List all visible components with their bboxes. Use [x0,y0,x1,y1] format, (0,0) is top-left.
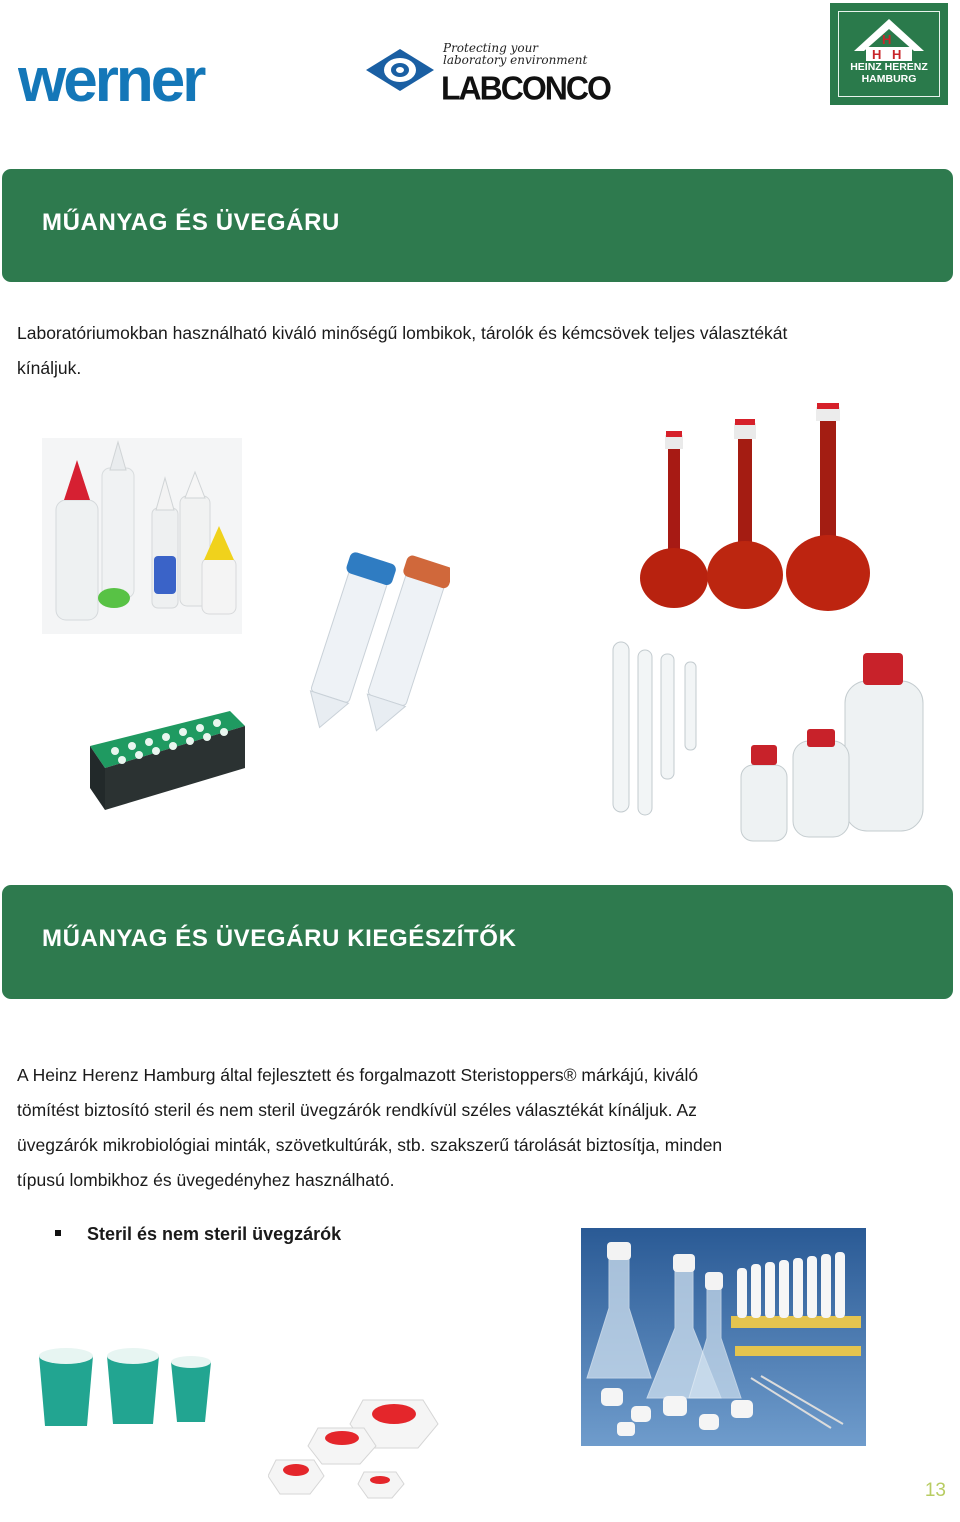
labconco-logo [365,40,610,107]
heinz-herenz-house-icon [852,17,926,61]
bullet-item [55,1224,341,1245]
green-stoppers-image [35,1342,215,1432]
section-banner-glassware [2,169,953,282]
labconco-tagline: Protecting your laboratory environment [443,41,588,67]
centrifuge-tubes-image [298,540,450,740]
heinz-herenz-logo-text: HEINZ HERENZ HAMBURG [850,61,928,85]
reagent-bottles-image [735,645,930,850]
bullet-square-icon [55,1230,61,1236]
labconco-diamond-icon [365,48,435,92]
bullet-text: Steril és nem steril üvegzárók [87,1224,342,1244]
dropper-bottles-image [42,438,242,634]
intro-paragraph: Laboratóriumokban használható kiváló minőségű lombikok, tárolók és kémcsövek teljes választékát kínáljuk. [17,323,788,378]
test-tube-rack-image [80,706,250,816]
svg-text:H: H [892,47,902,61]
werner-logo-text: werner [18,55,204,107]
werner-logo [18,55,238,107]
werner-logo-graphic [18,55,238,107]
section-title: MŰANYAG ÉS ÜVEGÁRU KIEGÉSZÍTŐK [42,925,517,952]
page-number: 13 [924,1480,946,1501]
accessories-paragraph: A Heinz Herenz Hamburg által fejlesztett és forgalmazott Steristoppers® márkájú, kiváló tömítést biztosító steril és nem steril üvegzárók rendkívül széles választékát kínáljuk. Az üvegzárók mikrobiológiai minták, szövetkultúrák, stb. szakszerű tárolását biztosítja, minden típusú lombikhoz és üvegedényhez használható. [17,1065,723,1190]
flasks-with-stoppers-image [581,1228,866,1446]
volumetric-flasks-image [640,403,870,613]
labconco-name: LABCONCO [441,69,610,107]
heinz-herenz-logo [830,3,948,105]
svg-text:H: H [882,32,892,47]
white-red-stoppers-image [268,1384,446,1514]
test-tubes-image [605,640,705,825]
section-banner-accessories [2,885,953,999]
svg-text:H: H [872,47,882,61]
section-title: MŰANYAG ÉS ÜVEGÁRU [42,209,340,236]
